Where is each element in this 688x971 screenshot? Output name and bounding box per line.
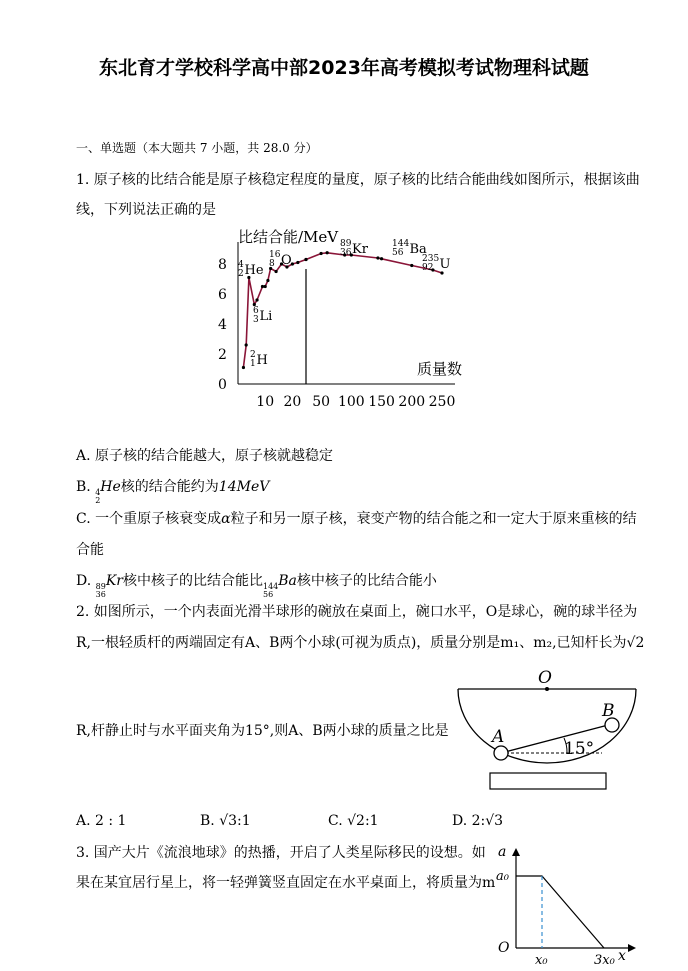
x-tick-label: 250 bbox=[428, 394, 456, 410]
nuclide-label-o bbox=[269, 250, 292, 269]
section-heading: 一、单选题（本大题共 7 小题，共 28.0 分） bbox=[76, 141, 318, 155]
q2-stem-line1: 2. 如图所示，一个内表面光滑半球形的碗放在桌面上，碗口水平，O是球心，碗的球半径为 bbox=[76, 604, 638, 620]
q1-option-c-cont: 合能 bbox=[76, 542, 104, 558]
y-tick-label: 2 bbox=[218, 347, 227, 363]
bowl-label-b: B bbox=[602, 701, 615, 721]
bowl-figure bbox=[452, 665, 642, 793]
data-point bbox=[266, 279, 269, 282]
y-tick-label: 6 bbox=[218, 287, 227, 303]
q3-stem-line2: 果在某宜居行星上，将一轻弹簧竖直固定在水平桌面上，将质量为m bbox=[76, 875, 496, 891]
svg-text:2: 2 bbox=[250, 350, 256, 360]
svg-text:Ba: Ba bbox=[409, 242, 427, 257]
q1-option-d: D. 89 36 Kr核中核子的比结合能比 144 56 Ba核中核子的比结合能小 bbox=[76, 573, 437, 599]
svg-text:He: He bbox=[244, 263, 264, 278]
q2-option-c: C. √2:1 bbox=[328, 813, 379, 829]
graph-label-a0: a₀ bbox=[496, 869, 509, 884]
q2-option-a: A. 2 : 1 bbox=[76, 813, 127, 829]
q1-stem-line2: 线，下列说法正确的是 bbox=[76, 202, 216, 218]
accel-graph bbox=[494, 838, 644, 968]
q1-option-a: A. 原子核的结合能越大，原子核就越稳定 bbox=[76, 448, 334, 464]
data-point bbox=[264, 285, 267, 288]
graph-label-3x0: 3x₀ bbox=[594, 953, 615, 968]
svg-text:235: 235 bbox=[422, 254, 440, 264]
y-tick-label: 4 bbox=[218, 317, 227, 333]
x-tick-label: 100 bbox=[337, 394, 365, 410]
svg-text:92: 92 bbox=[422, 263, 434, 273]
data-point bbox=[410, 264, 413, 267]
data-point bbox=[274, 270, 277, 273]
page-title: 东北育才学校科学高中部2023年高考模拟考试物理科试题 bbox=[99, 57, 589, 79]
svg-text:1: 1 bbox=[250, 359, 256, 369]
svg-text:16: 16 bbox=[269, 250, 281, 260]
data-point bbox=[304, 258, 307, 261]
svg-text:2: 2 bbox=[238, 269, 244, 279]
data-point bbox=[326, 251, 329, 254]
graph-label-x: x bbox=[618, 948, 626, 964]
nuclide-label-kr bbox=[340, 239, 369, 258]
nuclide-label-li bbox=[253, 306, 272, 325]
chart-ylabel: 比结合能/MeV bbox=[238, 228, 339, 246]
svg-text:Li: Li bbox=[259, 309, 273, 324]
svg-text:U: U bbox=[439, 257, 451, 272]
q1-option-c: C. 一个重原子核衰变成α粒子和另一原子核，衰变产物的结合能之和一定大于原来重核的结 bbox=[76, 511, 637, 527]
nuclide-label-h bbox=[250, 350, 268, 369]
svg-text:8: 8 bbox=[269, 259, 275, 269]
x-tick-label: 20 bbox=[283, 394, 302, 410]
q2-stem-line2: R,一根轻质杆的两端固定有A、B两个小球(可视为质点)，质量分别是m₁、m₂,已知杆长为√2 bbox=[76, 635, 645, 651]
svg-text:H: H bbox=[256, 353, 268, 368]
svg-text:6: 6 bbox=[253, 306, 259, 316]
data-point bbox=[320, 252, 323, 255]
x-tick-label: 10 bbox=[256, 394, 275, 410]
nuclide-label-u bbox=[422, 254, 451, 273]
q1-option-b: B. 4 2 He核的结合能约为14MeV bbox=[76, 479, 270, 505]
nuclide-label-he bbox=[238, 260, 264, 279]
q3-stem-line1: 3. 国产大片《流浪地球》的热播，开启了人类星际移民的设想。如 bbox=[76, 845, 486, 861]
data-point bbox=[255, 298, 258, 301]
bowl-label-o: O bbox=[538, 668, 552, 688]
svg-text:144: 144 bbox=[392, 239, 410, 249]
svg-text:56: 56 bbox=[392, 248, 404, 258]
data-point bbox=[296, 261, 299, 264]
binding-energy-chart bbox=[210, 222, 480, 412]
graph-label-x0: x₀ bbox=[535, 953, 548, 968]
data-point bbox=[242, 366, 245, 369]
y-tick-label: 8 bbox=[218, 257, 227, 273]
svg-text:O: O bbox=[281, 253, 292, 268]
svg-text:4: 4 bbox=[238, 260, 244, 270]
bowl-angle: 15° bbox=[564, 739, 595, 759]
bowl-label-a: A bbox=[492, 727, 505, 747]
q2-stem-line3: R,杆静止时与水平面夹角为15°,则A、B两小球的质量之比是 bbox=[76, 723, 449, 739]
q2-option-d: D. 2:√3 bbox=[452, 813, 504, 829]
svg-text:3: 3 bbox=[253, 315, 259, 325]
x-tick-label: 50 bbox=[312, 394, 331, 410]
graph-label-a: a bbox=[498, 844, 507, 860]
data-point bbox=[376, 256, 379, 259]
data-point bbox=[245, 343, 248, 346]
svg-text:Kr: Kr bbox=[352, 242, 368, 257]
q1-stem-line1: 1. 原子核的比结合能是原子核稳定程度的量度，原子核的比结合能曲线如图所示，根据该曲 bbox=[76, 172, 640, 188]
graph-label-origin: O bbox=[498, 940, 510, 956]
data-point bbox=[380, 257, 383, 260]
svg-text:36: 36 bbox=[340, 248, 352, 258]
svg-text:89: 89 bbox=[340, 239, 352, 249]
q2-option-b: B. √3:1 bbox=[200, 813, 251, 829]
chart-xlabel: 质量数 bbox=[417, 360, 463, 378]
x-tick-label: 150 bbox=[368, 394, 395, 410]
y-tick-label: 0 bbox=[218, 377, 227, 393]
x-tick-label: 200 bbox=[398, 394, 426, 410]
